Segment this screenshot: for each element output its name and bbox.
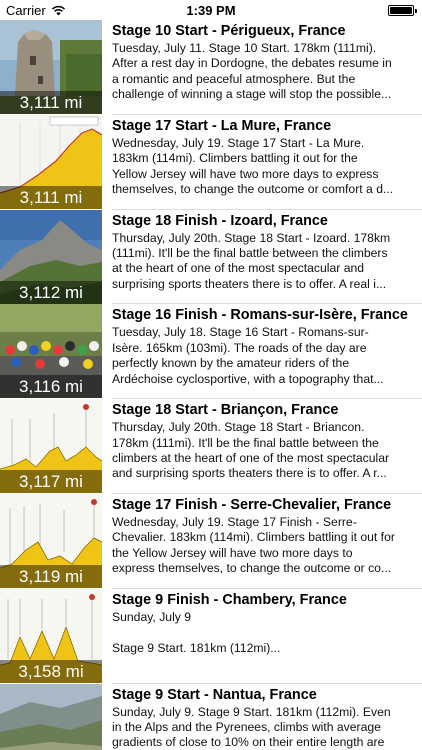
stage-title: Stage 9 Finish - Chambery, France	[112, 591, 347, 608]
desc-line: Wednesday, July 19. Stage 17 Start - La Mure.	[112, 135, 365, 150]
desc-line: Stage 9 Start. 181km (112mi)...	[112, 640, 281, 655]
stage-description	[112, 705, 416, 750]
stage-description	[112, 515, 416, 577]
desc-line: challenge of winning a stage will stop the possible...	[112, 87, 392, 102]
stage-thumbnail-peloton	[0, 304, 102, 398]
stage-thumbnail-profile	[0, 494, 102, 588]
list-item[interactable]	[0, 684, 422, 750]
distance-label: 3,119 mi	[0, 565, 102, 588]
stage-title: Stage 9 Start - Nantua, France	[112, 686, 317, 703]
stage-description	[112, 136, 416, 198]
desc-line: (111mi). It'll be the final battle between the climbers	[112, 246, 388, 260]
desc-line: Tuesday, July 11. Stage 10 Start. 178km (111mi).	[112, 41, 377, 55]
desc-line: express themselves, to change the outcome or co...	[112, 561, 392, 576]
status-time: 1:39 PM	[186, 3, 236, 18]
desc-line: After a rest day in Dordogne, the debates resume in	[112, 56, 392, 71]
desc-line: climbers at the heart of one of the most spectacular	[112, 451, 390, 465]
stage-thumbnail-profile	[0, 115, 102, 209]
distance-label: 3,112 mi	[0, 281, 102, 304]
desc-line: Isère. 165km (103mi). The roads of the day are	[112, 340, 367, 355]
desc-line: at the heart of one of the most spectacular and	[112, 261, 365, 276]
stage-title: Stage 17 Start - La Mure, France	[112, 117, 332, 134]
status-bar	[0, 0, 422, 20]
desc-line: Ardéchoise cyclosportive, with a topography that...	[112, 371, 384, 386]
stage-description	[112, 41, 416, 103]
desc-line: Chevalier. 183km (114mi). Climbers battling it out for	[112, 530, 395, 545]
battery-icon	[388, 5, 414, 16]
stage-thumbnail-mountain	[0, 210, 102, 304]
stage-list[interactable]	[0, 20, 422, 750]
desc-line: Sunday, July 9	[112, 609, 192, 624]
desc-line: Thursday, July 20th. Stage 18 Start - Izoard. 178km	[112, 230, 391, 245]
distance-label: 3,116 mi	[0, 375, 102, 398]
stage-title: Stage 18 Start - Briançon, France	[112, 402, 339, 419]
distance-label: 3,158 mi	[0, 660, 102, 683]
stage-description	[112, 610, 416, 656]
distance-label: 3,117 mi	[0, 470, 102, 493]
desc-line: 183km (114mi). Climbers battling it out for the	[112, 151, 358, 166]
desc-line: perfectly known by the amateur riders of the	[112, 356, 350, 371]
list-item[interactable]	[0, 494, 422, 589]
desc-line: Sunday, July 9. Stage 9 Start. 181km (112mi). Even	[112, 704, 391, 719]
desc-line: gradients of close to 10% on their entire length are	[112, 735, 385, 750]
stage-thumbnail-valley	[0, 684, 102, 750]
stage-description	[112, 231, 416, 293]
desc-line: and surprising sports theaters there is to offer. A r...	[112, 466, 387, 481]
stage-description	[112, 325, 416, 387]
desc-line: themselves, to change the outcome or comfort a d...	[112, 182, 394, 197]
desc-line: in the Alps and the Pyrenees, climbs with average	[112, 719, 381, 734]
desc-line: Yellow Jersey will have two more days to express	[112, 166, 379, 181]
stage-thumbnail-tower	[0, 20, 102, 114]
desc-line: the Yellow Jersey will have two more days to	[112, 545, 353, 560]
list-item[interactable]	[0, 115, 422, 210]
desc-line-blank	[112, 625, 416, 640]
distance-label: 3,111 mi	[0, 186, 102, 209]
desc-line: a romantic and peaceful atmosphere. But the	[112, 71, 356, 86]
stage-title: Stage 16 Finish - Romans-sur-Isère, France	[112, 307, 408, 324]
stage-title: Stage 18 Finish - Izoard, France	[112, 212, 328, 229]
desc-line: surprising sports theaters there is to offer. A real i...	[112, 276, 387, 291]
stage-thumbnail-profile	[0, 399, 102, 493]
desc-line: 178km (111mi). It'll be the final battle between the	[112, 435, 379, 450]
distance-label: 3,111 mi	[0, 91, 102, 114]
desc-line: Thursday, July 20th. Stage 18 Start - Briancon.	[112, 420, 365, 435]
stage-title: Stage 10 Start - Périgueux, France	[112, 23, 346, 39]
list-item[interactable]	[0, 304, 422, 399]
stage-title: Stage 17 Finish - Serre-Chevalier, France	[112, 496, 392, 513]
list-item[interactable]	[0, 589, 422, 684]
carrier-label: Carrier	[6, 3, 46, 18]
stage-description	[112, 420, 416, 482]
list-item[interactable]	[0, 399, 422, 494]
stage-thumbnail-profile	[0, 589, 102, 683]
desc-line: Wednesday, July 19. Stage 17 Finish - Serre-	[112, 514, 357, 529]
list-item[interactable]	[0, 210, 422, 305]
list-item[interactable]	[0, 20, 422, 115]
desc-line: Tuesday, July 18. Stage 16 Start - Romans-sur-	[112, 325, 369, 340]
